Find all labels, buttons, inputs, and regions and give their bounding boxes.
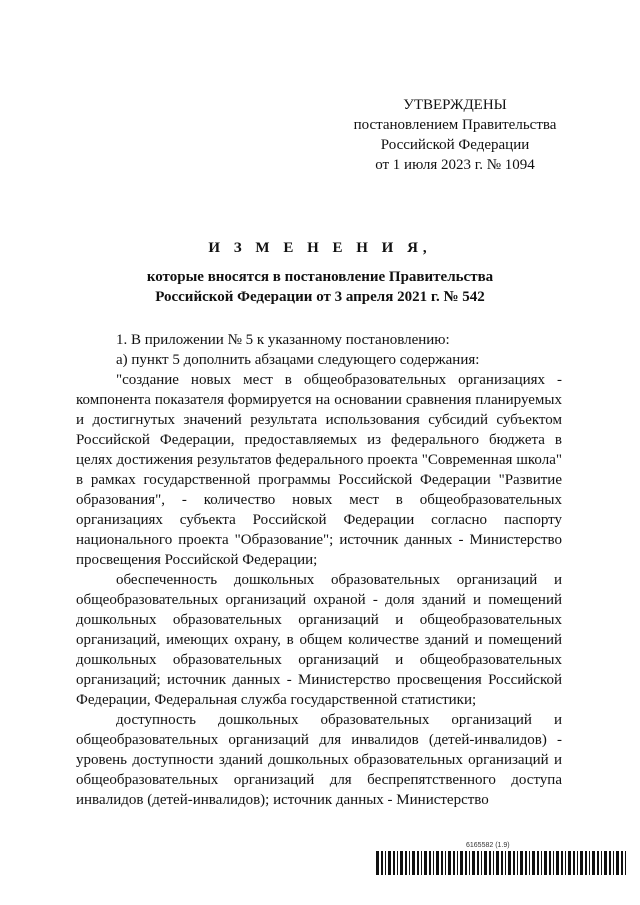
approval-line-2: постановлением Правительства [353, 117, 557, 133]
approval-block [330, 95, 580, 175]
document-title: И З М Е Н Е Н И Я, [208, 240, 432, 256]
subtitle-line-2: Российской Федерации от 3 апреля 2021 г. № 542 [155, 289, 485, 305]
paragraph-1: 1. В приложении № 5 к указанному постановлению: [116, 332, 450, 348]
document-subtitle [90, 267, 550, 307]
barcode-label: 6165582 (1.9) [466, 842, 510, 849]
approval-line-4: от 1 июля 2023 г. № 1094 [375, 157, 535, 173]
subtitle-line-1: которые вносятся в постановление Правительства [146, 269, 494, 285]
paragraph-5: доступность дошкольных образовательных организаций и общеобразовательных организаций для инвалидов (детей-инвалидов) - уровень доступности зданий дошкольных образовательных организаций и общеобразовательных организаций для беспрепятственного доступа инвалидов (детей-инвалидов); источник данных - Министерство [76, 712, 562, 808]
approval-line-3: Российской Федерации [380, 137, 530, 153]
paragraph-4: обеспеченность дошкольных образовательных организаций и общеобразовательных организаций охраной - доля зданий и помещений дошкольных образовательных организаций и общеобразовательных организаций, имеющих охрану, в общем количестве зданий и помещений дошкольных образовательных организаций и общеобразовательных организаций; источник данных - Министерство просвещения Российской Федерации, Федеральная служба государственной статистики; [76, 572, 562, 708]
document-body [76, 330, 562, 810]
barcode-image [376, 851, 626, 875]
paragraph-2: а) пункт 5 дополнить абзацами следующего содержания: [116, 352, 480, 368]
paragraph-3: "создание новых мест в общеобразовательных организациях - компонента показателя формируется на основании сравнения планируемых и достигнутых значений результата использования субсидий субъектом Российской Федерации, предоставляемых из федерального бюджета в целях достижения результатов федерального проекта "Современная школа" в рамках государственной программы Российской Федерации "Развитие образования", - количество новых мест в общеобразовательных организациях субъекта Российской Федерации согласно паспорту национального проекта "Образование"; источник данных - Министерство просвещения Российской Федерации; [76, 372, 562, 568]
approval-line-1: УТВЕРЖДЕНЫ [403, 97, 507, 113]
